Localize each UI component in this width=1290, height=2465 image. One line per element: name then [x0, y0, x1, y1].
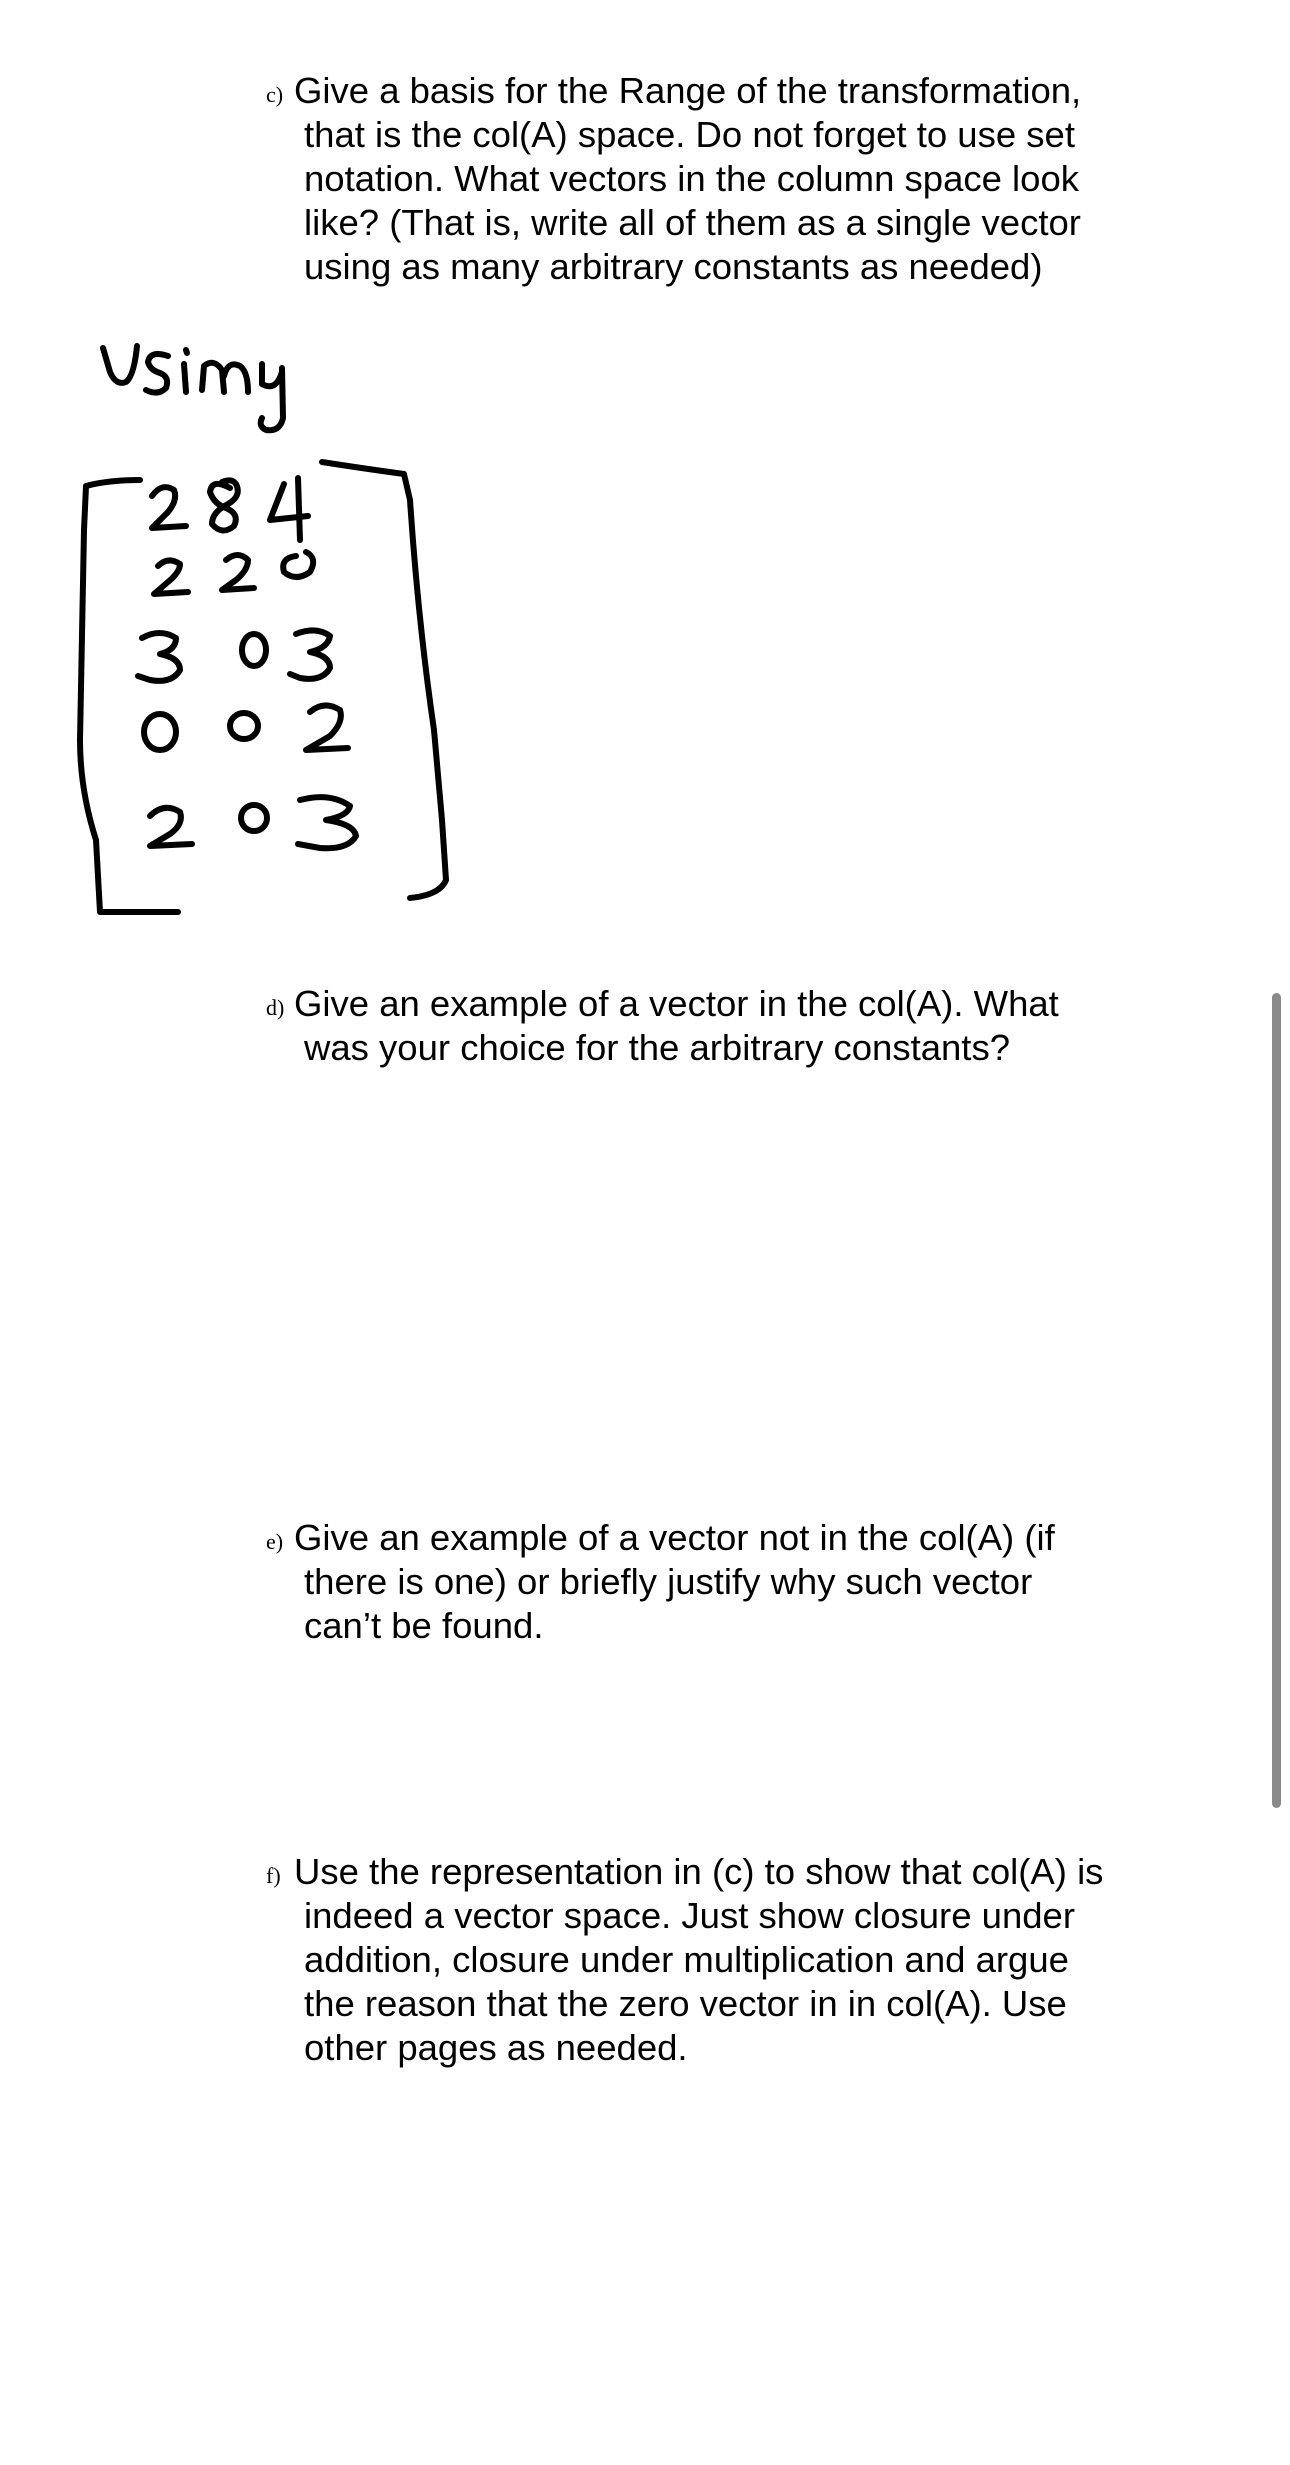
matrix-right-bracket [322, 462, 446, 898]
question-c-line-1: Give a basis for the Range of the transformation, [294, 70, 1082, 111]
question-d-line-2: was your choice for the arbitrary constants? [304, 1027, 1010, 1068]
question-f-line-4: the reason that the zero vector in in col(A). Use [304, 1983, 1067, 2024]
question-f-marker: f) [266, 1863, 281, 1888]
question-d-line-1: Give an example of a vector in the col(A). What [294, 983, 1059, 1024]
question-c-line-5: using as many arbitrary constants as needed) [304, 246, 1043, 287]
question-e-marker: e) [266, 1529, 284, 1554]
matrix-row-4 [144, 705, 348, 750]
matrix-row-1 [152, 478, 308, 540]
matrix-row-3 [138, 630, 330, 680]
question-d-text [294, 982, 1146, 1070]
question-f-line-3: addition, closure under multiplication and argue [304, 1939, 1069, 1980]
question-f [266, 1850, 1146, 2070]
question-c-text [294, 69, 1146, 289]
question-c-line-3: notation. What vectors in the column space look [304, 158, 1080, 199]
question-e-line-3: can’t be found. [304, 1605, 544, 1646]
matrix-row-5 [150, 797, 356, 848]
question-e-text [294, 1516, 1146, 1648]
question-f-line-5: other pages as needed. [304, 2027, 688, 2068]
handwritten-word-using [103, 346, 283, 430]
question-d [266, 982, 1146, 1070]
vertical-scrollbar[interactable] [1272, 993, 1281, 1808]
question-f-line-2: indeed a vector space. Just show closure under [304, 1895, 1075, 1936]
question-e-line-1: Give an example of a vector not in the col(A) (if [294, 1517, 1055, 1558]
question-e [266, 1516, 1146, 1648]
question-c [266, 69, 1146, 289]
question-c-line-2: that is the col(A) space. Do not forget to use set [304, 114, 1075, 155]
question-c-line-4: like? (That is, write all of them as a single vector [304, 202, 1081, 243]
matrix-row-2 [154, 552, 313, 594]
question-f-line-1: Use the representation in (c) to show that col(A) is [294, 1851, 1104, 1892]
question-e-line-2: there is one) or briefly justify why such vector [304, 1561, 1033, 1602]
question-c-marker: c) [266, 82, 284, 107]
question-d-marker: d) [266, 995, 285, 1020]
handwritten-answer [0, 320, 520, 940]
question-f-text [294, 1850, 1146, 2070]
